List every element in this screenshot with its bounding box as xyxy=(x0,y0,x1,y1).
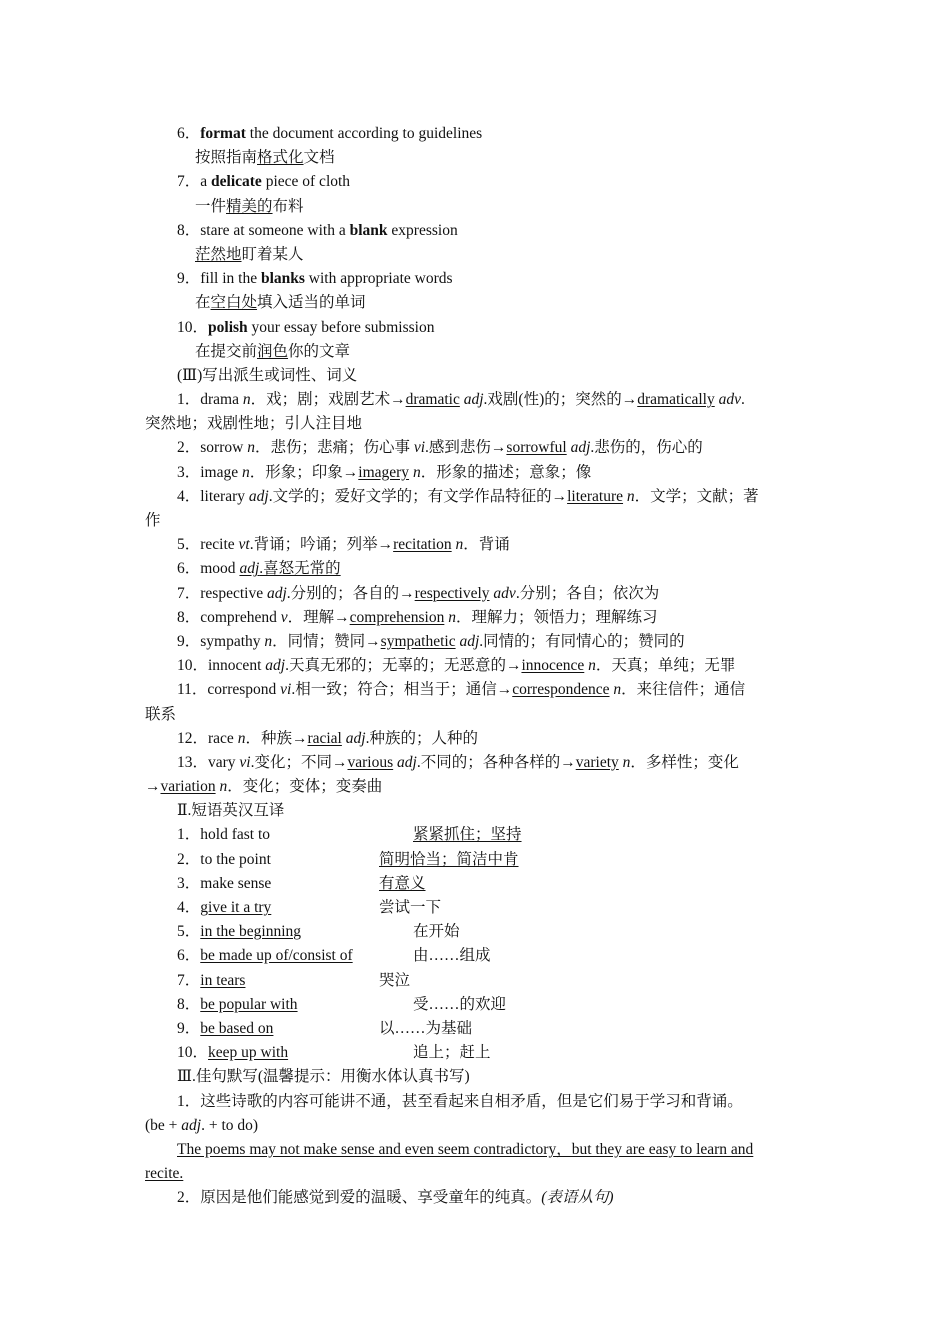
phrase-zh: 简明恰当；简洁中肯 xyxy=(379,850,519,868)
derivation-item-11-cont: 联系 xyxy=(145,705,177,723)
phrase-row xyxy=(145,872,807,896)
phrase-row xyxy=(145,823,807,847)
derivation-item-8: 8．comprehend v．理解→comprehension n．理解力；领悟力；理解练习 xyxy=(177,608,658,626)
document-page xyxy=(145,122,807,1210)
derivation-item-5: 5．recite vt.背诵；吟诵；列举→recitation n．背诵 xyxy=(177,536,510,554)
vocab-item-translation: 茫然地盯着某人 xyxy=(195,245,304,263)
phrase-en: 1．hold fast to xyxy=(177,826,271,844)
derivation-item-3: 3．image n．形象；印象→imagery n．形象的描述；意象；像 xyxy=(177,463,592,481)
derivation-item-6: 6．mood adj.喜怒无常的 xyxy=(177,560,341,578)
vocab-item-translation: 按照指南格式化文档 xyxy=(195,149,335,167)
vocab-item: 8．stare at someone with a blank expression xyxy=(177,221,458,239)
section-heading-derivation: (Ⅲ)写出派生或词性、词义 xyxy=(177,366,358,384)
phrase-en: 4．give it a try xyxy=(177,899,272,916)
derivation-item-4: 4．literary adj.文学的；爱好文学的；有文学作品特征的→literature n．文学；文献；著 xyxy=(177,487,759,505)
phrase-row xyxy=(145,1017,807,1041)
phrase-en: 6．be made up of/consist of xyxy=(177,947,353,965)
phrase-zh: 尝试一下 xyxy=(379,899,442,916)
phrase-row xyxy=(145,993,807,1017)
derivation-item-2: 2．sorrow n．悲伤；悲痛；伤心事 vi.感到悲伤→sorrowful adj.悲伤的，伤心的 xyxy=(177,439,703,457)
phrase-en: 5．in the beginning xyxy=(177,923,302,941)
phrase-list xyxy=(145,823,807,1065)
sentence-1-hint: (be + adj. + to do) xyxy=(145,1116,259,1134)
vocab-context-list xyxy=(145,122,807,364)
phrase-zh: 哭泣 xyxy=(379,971,411,989)
phrase-row xyxy=(145,944,807,968)
phrase-zh: 由……组成 xyxy=(413,947,491,965)
phrase-en: 2．to the point xyxy=(177,850,271,868)
sentence-2-prompt: 2．原因是他们能感觉到爱的温暖、享受童年的纯真。(表语从句) xyxy=(177,1189,614,1207)
derivation-item-1: 1．drama n．戏；剧；戏剧艺术→dramatic adj.戏剧(性)的；突然的→dramatically adv. xyxy=(177,391,745,409)
sentence-1-prompt: 1．这些诗歌的内容可能讲不通，甚至看起来自相矛盾，但是它们易于学习和背诵。 xyxy=(177,1092,743,1110)
vocab-item-translation: 在提交前润色你的文章 xyxy=(195,342,351,360)
section-heading-phrases: Ⅱ.短语英汉互译 xyxy=(177,802,285,820)
phrase-en: 8．be popular with xyxy=(177,995,298,1013)
vocab-item: 10．polish your essay before submission xyxy=(177,318,435,336)
vocab-item-translation: 一件精美的布料 xyxy=(195,197,304,215)
phrase-en: 9．be based on xyxy=(177,1019,274,1037)
derivation-item-10: 10．innocent adj.天真无邪的；无辜的；无恶意的→innocence n．天真；单纯；无罪 xyxy=(177,657,736,675)
derivation-item-7: 7．respective adj.分别的；各自的→respectively adv.分别；各自；依次为 xyxy=(177,584,660,602)
phrase-zh: 受……的欢迎 xyxy=(413,995,507,1013)
phrase-zh: 紧紧抓住；坚持 xyxy=(413,826,522,844)
derivation-item-9: 9．sympathy n．同情；赞同→sympathetic adj.同情的；有同情心的；赞同的 xyxy=(177,632,685,650)
vocab-item: 9．fill in the blanks with appropriate words xyxy=(177,270,453,288)
phrase-zh: 有意义 xyxy=(379,874,426,892)
derivation-item-11: 11．correspond vi.相一致；符合；相当于；通信→correspondence n．来往信件；通信 xyxy=(177,681,746,699)
phrase-row xyxy=(145,920,807,944)
phrase-en: 7．in tears xyxy=(177,971,246,989)
phrase-row xyxy=(145,1041,807,1065)
vocab-item: 6．format the document according to guidelines xyxy=(177,125,483,142)
derivation-item-12: 12．race n．种族→racial adj.种族的；人种的 xyxy=(177,729,478,747)
phrase-en: 10．keep up with xyxy=(177,1044,289,1062)
derivation-item-13-cont: →variation n．变化；变体；变奏曲 xyxy=(145,778,383,796)
vocab-item: 7．a delicate piece of cloth xyxy=(177,173,351,191)
phrase-zh: 以……为基础 xyxy=(379,1019,473,1037)
phrase-row xyxy=(145,848,807,872)
derivation-item-4-cont: 作 xyxy=(145,512,161,529)
phrase-zh: 追上；赶上 xyxy=(413,1044,491,1062)
derivation-item-1-cont: 突然地；戏剧性地；引人注目地 xyxy=(145,415,363,433)
sentence-1-answer-cont: recite. xyxy=(145,1165,184,1183)
sentence-1-answer: The poems may not make sense and even seem contradictory，but they are easy to learn and xyxy=(177,1140,754,1158)
phrase-row xyxy=(145,969,807,993)
phrase-zh: 在开始 xyxy=(413,923,460,941)
section-heading-sentences: Ⅲ.佳句默写(温馨提示：用衡水体认真书写) xyxy=(177,1068,470,1086)
phrase-row xyxy=(145,896,807,920)
vocab-item-translation: 在空白处填入适当的单词 xyxy=(195,294,366,312)
phrase-en: 3．make sense xyxy=(177,874,272,892)
derivation-item-13: 13．vary vi.变化；不同→various adj.不同的；各种各样的→variety n．多样性；变化 xyxy=(177,753,739,771)
